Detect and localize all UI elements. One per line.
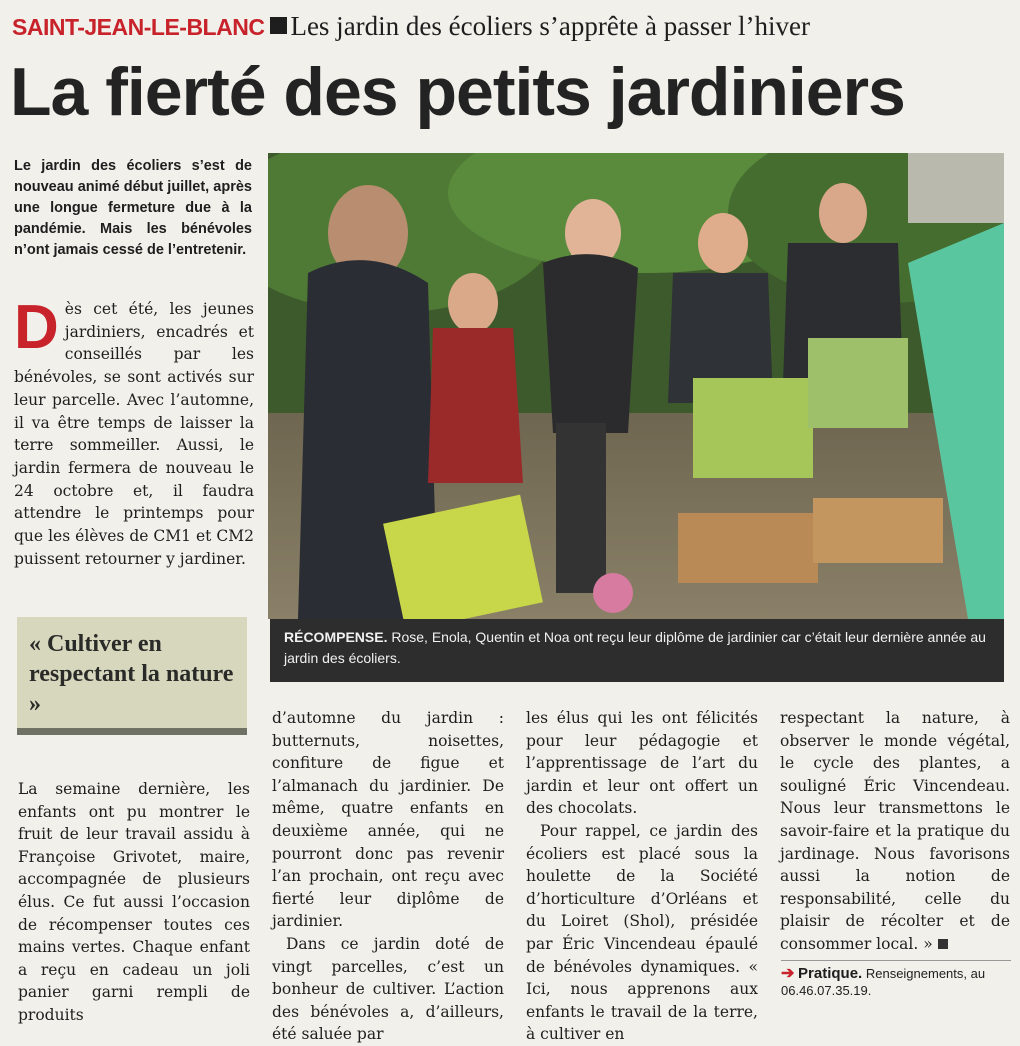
column-3	[526, 707, 758, 1046]
column-3-paragraph-2: Pour rappel, ce jardin des écoliers est placé sous la houlette de la Société d’horticulture d’Orléans et du Loiret (Shol), présidée par Éric Vincendeau épaulé de bénévoles dynamiques. « Ici, nous apprenons aux enfants le travail de la terre, à cultiver en	[526, 821, 758, 1044]
column-3-paragraph-1: les élus qui les ont félicités pour leur pédagogie et l’apprentissage de l’art du jardin et leur ont offert un des chocolats.	[526, 709, 758, 818]
kicker-text: Les jardin des écoliers s’apprête à passer l’hiver	[290, 11, 810, 41]
column-2	[272, 707, 504, 1046]
column-1-bottom	[18, 778, 250, 1027]
caption-label: RÉCOMPENSE.	[284, 629, 388, 645]
photo-illustration	[268, 153, 1004, 619]
caption-text: Rose, Enola, Quentin et Noa ont reçu leur diplôme de jardinier car c’était leur dernière année au jardin des écoliers.	[284, 629, 986, 666]
headline: La fierté des petits jardiniers	[10, 54, 905, 130]
photo-children-garden	[268, 153, 1004, 619]
dropcap: D	[14, 293, 59, 362]
column-1-body: ès cet été, les jeunes jardiniers, encadrés et conseillés par les bénévoles, se sont activés sur leur parcelle. Avec l’automne, il va être temps de laisser la terre sommeiller. Aussi, le jardin fermera de nouveau le 24 octobre et, il faudra attendre le printemps pour que les élèves de CM1 et CM2 puissent retourner y jardiner.	[14, 300, 254, 568]
photo-caption	[270, 619, 1004, 682]
intro-paragraph: Le jardin des écoliers s’est de nouveau animé début juillet, après une longue fermeture due à la pandémie. Mais les bénévoles n’ont jamais cessé de l’entretenir.	[14, 158, 252, 258]
pratique-box	[781, 960, 1011, 999]
column-4-paragraph-1	[780, 707, 1010, 956]
column-1-bottom-paragraph: La semaine dernière, les enfants ont pu montrer le fruit de leur travail assidu à Françoise Grivotet, maire, accompagnée de plusieurs élus. Ce fut aussi l’occasion de récompenser toutes ces mains vertes. Chaque enfant a reçu en cadeau un joli panier garni rempli de produits	[18, 780, 250, 1024]
kicker-square-icon	[270, 17, 287, 34]
kicker-place: SAINT-JEAN-LE-BLANC	[12, 14, 265, 40]
pratique-label: Pratique.	[798, 965, 863, 982]
column-2-paragraph-2: Dans ce jardin doté de vingt parcelles, c’est un bonheur de cultiver. L’action des bénévoles a, d’ailleurs, été saluée par	[272, 934, 504, 1044]
column-1-text	[14, 293, 254, 570]
arrow-right-icon: ➔	[781, 965, 795, 982]
column-2-paragraph-1: d’automne du jardin : butternuts, noisettes, confiture de figue et l’almanach du jardinier. De même, quatre enfants en deuxième année, qui ne pourront donc pas revenir l’an prochain, ont reçu avec fierté leur diplôme de jardinier.	[272, 709, 504, 931]
pullquote: « Cultiver en respectant la nature »	[29, 631, 234, 717]
column-4	[780, 707, 1010, 956]
pullquote-box	[17, 617, 247, 735]
pratique-text: Renseignements, au 06.46.07.35.19.	[781, 966, 986, 998]
end-mark-icon	[938, 939, 948, 949]
kicker	[12, 10, 810, 43]
column-4-text: respectant la nature, à observer le monde végétal, le cycle des plantes, a souligné Éric Vincendeau. Nous leur transmettons le savoir-faire et la pratique du jardinage. Nous favorisons aussi la notion de responsabilité, celle du plaisir de récolter et de consommer local. »	[780, 709, 1010, 953]
